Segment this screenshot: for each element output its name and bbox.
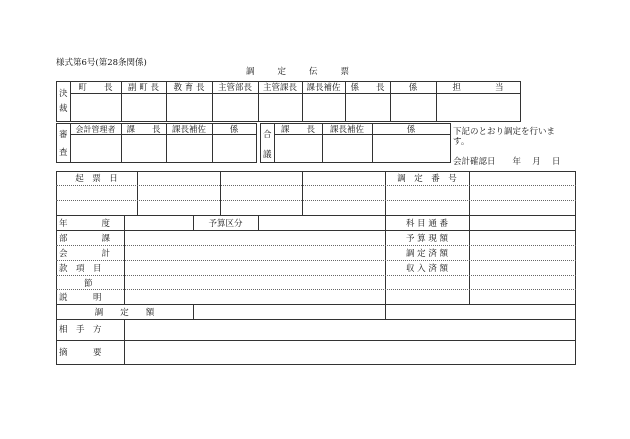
audit-col-staff: 係 [229,125,239,135]
accounting-confirm-date: 会計確認日 年 月 日 [453,157,561,167]
approval-side-label-1: 決 [59,89,68,99]
approval-col-assistant: 課長補佐 [306,83,341,93]
audit-col-accountant: 会計管理者 [75,125,116,134]
approval-col-section-head: 主管課長 [262,83,297,93]
audit-side-label-2: 査 [59,148,68,158]
counterparty-label: 相 手 方 [59,325,102,335]
account-code-label: 科 目 通 番 [405,219,449,229]
approval-col-dept-head: 主管部長 [217,83,252,93]
approval-col-mayor: 町 長 [78,83,113,93]
description-label: 説 明 [59,293,102,303]
approval-col-chief: 係 長 [350,83,385,93]
approval-col-in-charge: 担 当 [452,83,504,93]
approval-col-staff: 係 [408,83,418,93]
form-number: 様式第6号(第28条関係) [56,58,147,68]
approval-col-superintendent: 教 育 長 [173,83,205,93]
remarks-label: 摘 要 [59,348,102,358]
budget-category-label: 予算区分 [208,219,243,229]
assessment-amount-label: 調 定 額 [94,308,155,318]
assessed-amount-label: 調 定 済 額 [405,249,449,259]
received-amount-label: 収 入 済 額 [405,264,449,274]
sub-item-label: 節 [84,279,93,289]
issue-date-label: 起 票 日 [75,174,118,184]
audit-col-assistant: 課長補佐 [171,125,206,135]
approval-side-label-2: 裁 [59,104,68,114]
consult-side-label-2: 議 [263,150,272,160]
consult-side-label-1: 合 [263,130,272,140]
audit-col-section-head: 課 長 [126,125,161,135]
consult-col-assistant: 課長補佐 [329,125,364,135]
budget-item-label: 款 項 目 [59,264,102,274]
audit-side-label-1: 審 [59,130,68,140]
notice-line-1: 下記のとおり調定を行いま [453,127,556,137]
consult-col-staff: 係 [406,125,416,135]
page-title: 調 定 伝 票 [246,67,352,77]
approval-col-deputy-mayor: 副 町 長 [128,83,159,93]
assessment-number-label: 調 定 番 号 [397,174,457,184]
fiscal-year-label: 年 度 [59,219,111,229]
consult-col-section-head: 課 長 [280,125,315,135]
notice-line-2: す。 [453,137,470,147]
current-budget-label: 予 算 現 額 [405,234,449,244]
accounting-label: 会 計 [59,249,111,259]
department-label: 部 課 [59,234,111,244]
